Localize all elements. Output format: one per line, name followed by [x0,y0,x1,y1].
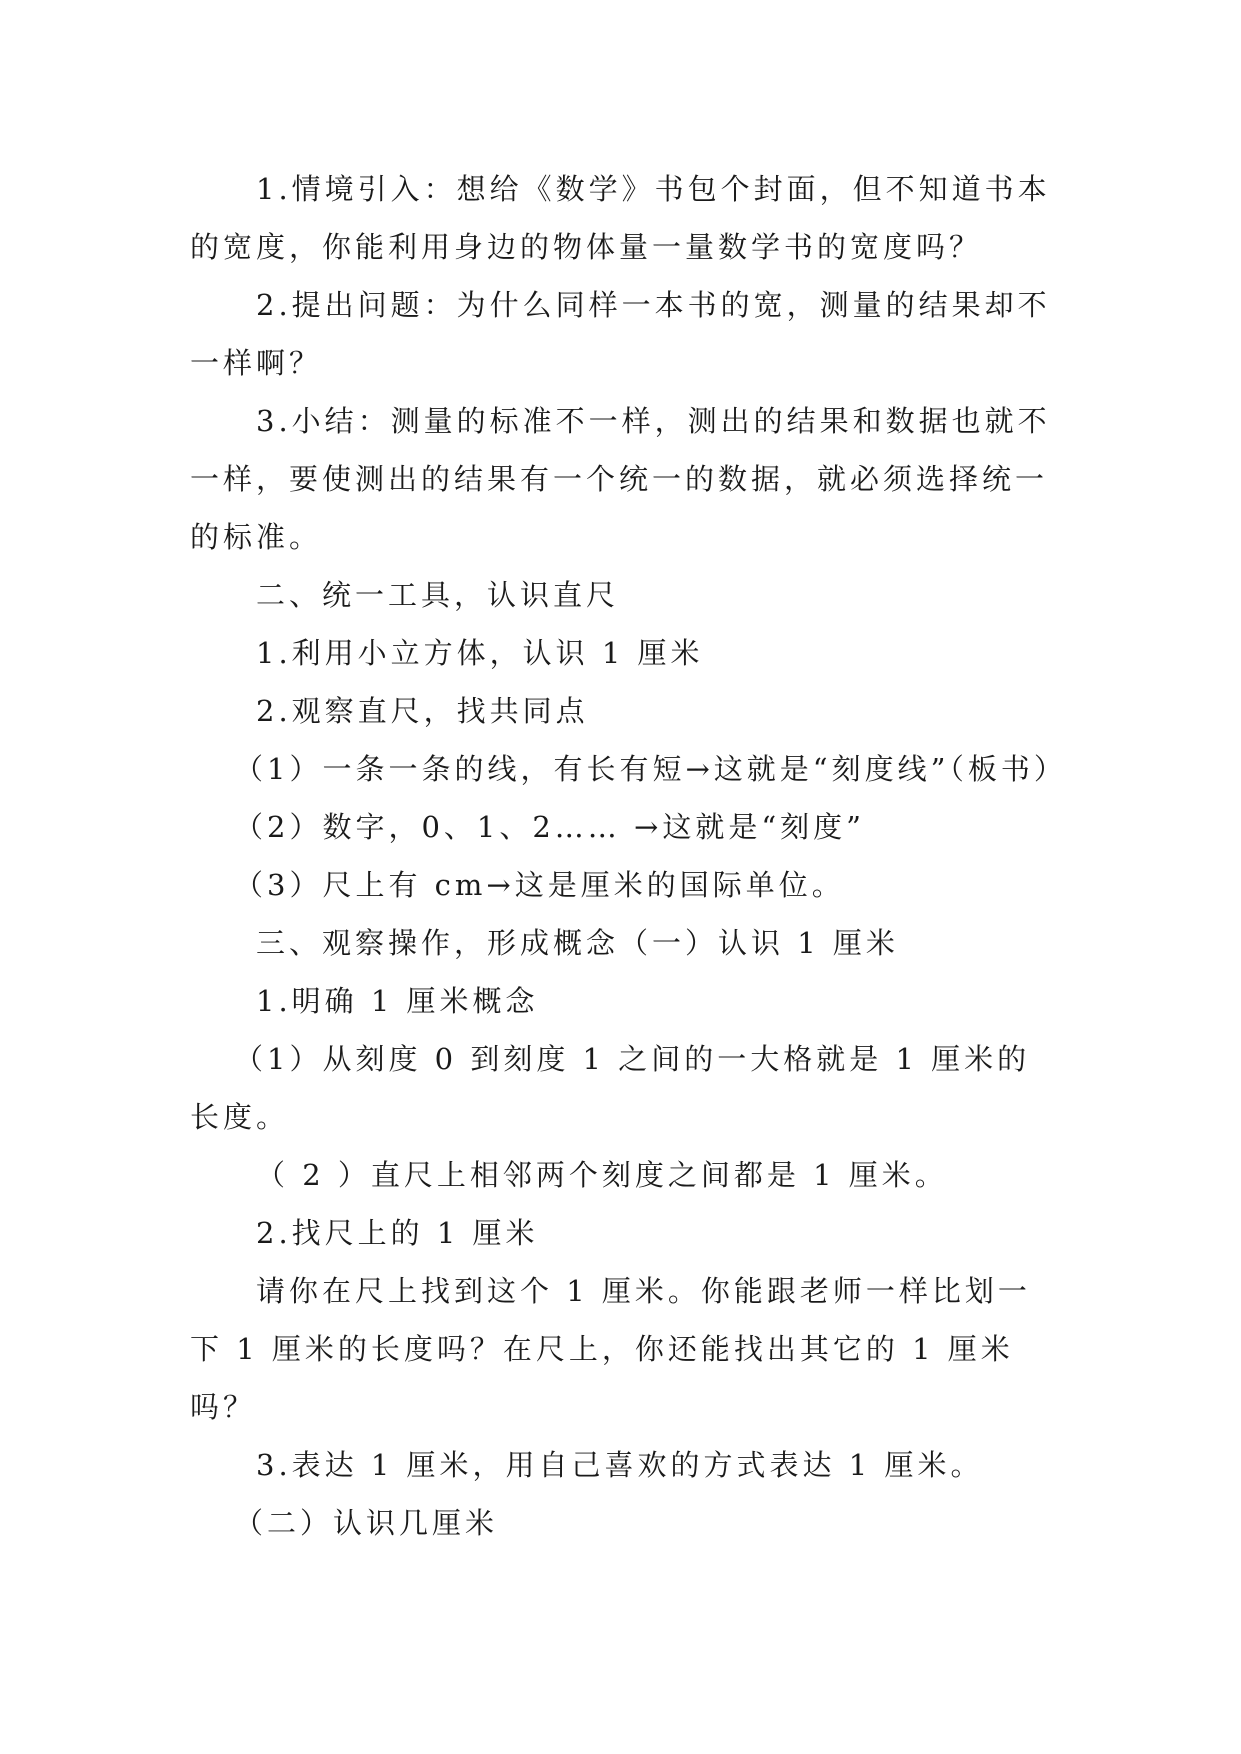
section-heading-unify-tools: 二、统一工具，认识直尺 [256,578,620,612]
paragraph-raise-question: 2.提出问题：为什么同样一本书的宽，测量的结果却不一样啊？ [190,288,1051,380]
paragraph-cube-1cm: 1.利用小立方体，认识 1 厘米 [256,636,704,670]
paragraph-intro-situation: 1.情境引入：想给《数学》书包个封面，但不知道书本的宽度，你能利用身边的物体量一量数学书的宽度吗？ [190,172,1051,264]
paragraph-0-to-1: （1）从刻度 0 到刻度 1 之间的一大格就是 1 厘米的长度。 [190,1042,1031,1134]
paragraph-summary: 3.小结：测量的标准不一样，测出的结果和数据也就不一样，要使测出的结果有一个统一的数据，就必须选择统一的标准。 [190,404,1051,554]
section-heading-several-cm: （二）认识几厘米 [234,1506,499,1540]
paragraph-tick-lines: （1）一条一条的线，有长有短→这就是“刻度线”（板书） [234,752,1067,786]
paragraph-adjacent-ticks: （ 2 ）直尺上相邻两个刻度之间都是 1 厘米。 [256,1158,948,1192]
paragraph-express-1cm: 3.表达 1 厘米，用自己喜欢的方式表达 1 厘米。 [256,1448,984,1482]
section-heading-observe-operate: 三、观察操作，形成概念（一）认识 1 厘米 [256,926,899,960]
paragraph-find-1cm: 2.找尺上的 1 厘米 [256,1216,539,1250]
paragraph-find-instructions: 请你在尺上找到这个 1 厘米。你能跟老师一样比划一下 1 厘米的长度吗？在尺上，你还能找出其它的 1 厘米吗？ [190,1274,1031,1424]
paragraph-observe-ruler: 2.观察直尺，找共同点 [256,694,589,728]
paragraph-numbers-scale: （2）数字，0、1、2…… →这就是“刻度” [234,810,865,844]
document-body [190,160,1067,1552]
paragraph-cm-unit: （3）尺上有 cm→这是厘米的国际单位。 [234,868,845,902]
paragraph-define-1cm: 1.明确 1 厘米概念 [256,984,539,1018]
